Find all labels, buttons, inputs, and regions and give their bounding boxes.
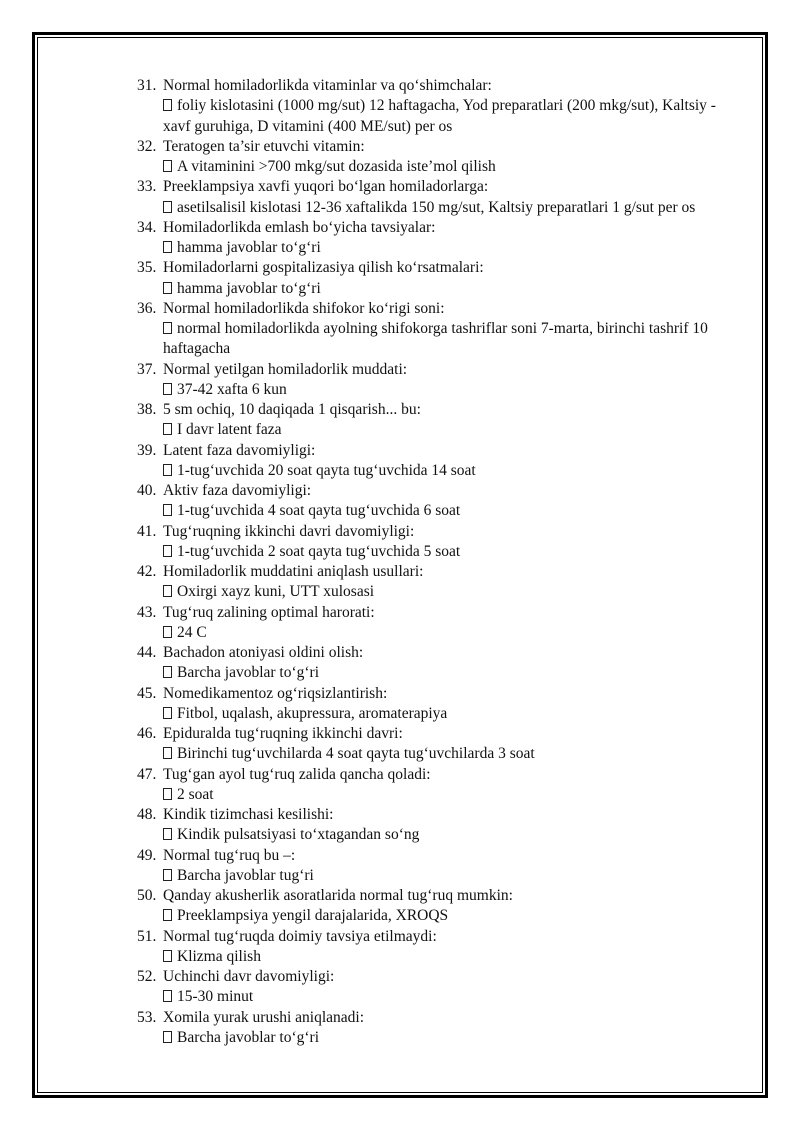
checkbox-icon — [163, 990, 172, 1002]
question-item — [137, 360, 745, 401]
question-number: 52. — [137, 968, 157, 985]
checkbox-icon — [163, 282, 172, 294]
answer-text: Birinchi tug‘uvchilarda 4 soat qayta tug‘uvchilarda 3 soat — [177, 745, 535, 763]
answer-text: Fitbol, uqalash, akupressura, aromaterapiya — [177, 704, 448, 722]
answer-line — [137, 987, 745, 1007]
answer-text: A vitaminini >700 mkg/sut dozasida iste’mol qilish — [177, 158, 496, 175]
answer-text: 37-42 xafta 6 kun — [177, 380, 287, 398]
checkbox-icon — [163, 626, 172, 638]
question-number: 45. — [137, 684, 157, 702]
question-item — [137, 177, 745, 218]
checkbox-icon — [163, 585, 172, 597]
question-number: 43. — [137, 603, 157, 621]
question-line — [137, 684, 745, 704]
checkbox-icon — [163, 160, 172, 172]
answer-text: Preeklampsiya yengil darajalarida, XROQS — [177, 907, 449, 925]
question-number: 50. — [137, 887, 157, 904]
question-number: 49. — [137, 846, 157, 864]
question-number: 42. — [137, 563, 157, 580]
question-number: 35. — [137, 259, 157, 277]
answer-line — [137, 542, 745, 562]
question-text: Homiladorlarni gospitalizasiya qilish ko‘rsatmalari: — [163, 259, 484, 277]
question-number: 53. — [137, 1008, 157, 1026]
answer-line — [137, 623, 745, 643]
answer-line — [137, 238, 745, 258]
question-line — [137, 805, 745, 825]
question-text: Normal yetilgan homiladorlik muddati: — [163, 360, 408, 378]
answer-text: foliy kislotasini (1000 mg/sut) 12 haftagacha, Yod preparatlari (200 mkg/sut), Kaltsiy - xavf guruhiga, D vitamini (400 ME/sut) per os — [163, 97, 716, 135]
question-item — [137, 603, 745, 644]
question-number: 46. — [137, 725, 157, 742]
answer-line — [137, 461, 745, 481]
answer-text: Barcha javoblar to‘g‘ri — [177, 664, 320, 682]
question-text: Kindik tizimchasi kesilishi: — [163, 806, 334, 823]
question-item — [137, 643, 745, 684]
question-text: Tug‘ruqning ikkinchi davri davomiyligi: — [163, 522, 415, 540]
question-item — [137, 441, 745, 482]
answer-line — [137, 420, 745, 440]
answer-line — [137, 947, 745, 967]
answer-line — [137, 501, 745, 521]
answer-line — [137, 96, 745, 137]
answer-text: I davr latent faza — [177, 421, 282, 439]
question-line — [137, 360, 745, 380]
answer-line — [137, 1028, 745, 1048]
answer-text: 24 C — [177, 623, 207, 641]
checkbox-icon — [163, 950, 172, 962]
answer-text: Barcha javoblar tug‘ri — [177, 866, 314, 884]
answer-text: hamma javoblar to‘g‘ri — [177, 279, 321, 297]
question-text: Aktiv faza davomiyligi: — [163, 482, 312, 499]
question-item — [137, 846, 745, 887]
question-item — [137, 218, 745, 259]
answer-text: Klizma qilish — [177, 947, 261, 965]
question-line — [137, 724, 745, 744]
question-number: 34. — [137, 218, 157, 236]
checkbox-icon — [163, 1031, 172, 1043]
question-number: 37. — [137, 360, 157, 378]
answer-line — [137, 198, 745, 218]
question-text: Nomedikamentoz og‘riqsizlantirish: — [163, 684, 388, 702]
question-text: Epiduralda tug‘ruqning ikkinchi davri: — [163, 725, 403, 742]
checkbox-icon — [163, 666, 172, 678]
question-line — [137, 299, 745, 319]
question-text: Bachadon atoniyasi oldini olish: — [163, 644, 364, 661]
question-line — [137, 643, 745, 663]
question-line — [137, 765, 745, 785]
checkbox-icon — [163, 909, 172, 921]
question-item — [137, 886, 745, 927]
checkbox-icon — [163, 423, 172, 435]
checkbox-icon — [163, 504, 172, 516]
question-text: Qanday akusherlik asoratlarida normal tug‘ruq mumkin: — [163, 887, 513, 904]
checkbox-icon — [163, 464, 172, 476]
question-number: 38. — [137, 401, 157, 418]
checkbox-icon — [163, 747, 172, 759]
question-number: 39. — [137, 441, 157, 459]
answer-text: 1-tug‘uvchida 20 soat qayta tug‘uvchida 14 soat — [177, 461, 476, 479]
question-item — [137, 684, 745, 725]
answer-text: 1-tug‘uvchida 4 soat qayta tug‘uvchida 6 soat — [177, 502, 461, 520]
question-line — [137, 846, 745, 866]
checkbox-icon — [163, 383, 172, 395]
question-item — [137, 299, 745, 360]
question-item — [137, 481, 745, 522]
answer-text: Kindik pulsatsiyasi to‘xtagandan so‘ng — [177, 826, 420, 844]
question-item — [137, 522, 745, 563]
checkbox-icon — [163, 788, 172, 800]
question-line — [137, 400, 745, 420]
answer-text: Barcha javoblar to‘g‘ri — [177, 1028, 320, 1046]
question-text: Xomila yurak urushi aniqlanadi: — [163, 1008, 365, 1026]
question-number: 47. — [137, 765, 157, 783]
question-text: Latent faza davomiyligi: — [163, 441, 316, 459]
answer-text: Oxirgi xayz kuni, UTT xulosasi — [177, 583, 375, 601]
answer-line — [137, 744, 745, 764]
question-number: 33. — [137, 178, 157, 196]
answer-line — [137, 866, 745, 886]
question-line — [137, 927, 745, 947]
question-text: Normal tug‘ruq bu –: — [163, 846, 296, 864]
answer-line — [137, 906, 745, 926]
answer-line — [137, 704, 745, 724]
checkbox-icon — [163, 99, 172, 111]
answer-text: asetilsalisil kislotasi 12-36 xaftalikda 150 mg/sut, Kaltsiy preparatlari 1 g/sut per os — [177, 198, 696, 216]
question-text: Normal homiladorlikda shifokor ko‘rigi soni: — [163, 299, 445, 317]
question-item — [137, 137, 745, 178]
question-item — [137, 724, 745, 765]
answer-text: 1-tug‘uvchida 2 soat qayta tug‘uvchida 5 soat — [177, 542, 461, 560]
answer-line — [137, 582, 745, 602]
question-line — [137, 1008, 745, 1028]
checkbox-icon — [163, 201, 172, 213]
question-item — [137, 805, 745, 846]
answer-line — [137, 279, 745, 299]
checkbox-icon — [163, 322, 172, 334]
answer-text: hamma javoblar to‘g‘ri — [177, 239, 321, 256]
checkbox-icon — [163, 241, 172, 253]
question-item — [137, 967, 745, 1008]
question-line — [137, 562, 745, 582]
question-number: 41. — [137, 522, 157, 540]
checkbox-icon — [163, 707, 172, 719]
question-line — [137, 218, 745, 238]
question-item — [137, 562, 745, 603]
checkbox-icon — [163, 828, 172, 840]
question-text: 5 sm ochiq, 10 daqiqada 1 qisqarish... bu: — [163, 401, 421, 418]
question-text: Homiladorlikda emlash bo‘yicha tavsiyalar: — [163, 218, 436, 236]
answer-text: 15-30 minut — [177, 988, 254, 1006]
question-line — [137, 441, 745, 461]
question-item — [137, 1008, 745, 1049]
question-text: Tug‘ruq zalining optimal harorati: — [163, 603, 375, 621]
question-line — [137, 137, 745, 157]
question-line — [137, 76, 745, 96]
question-text: Teratogen ta’sir etuvchi vitamin: — [163, 137, 365, 155]
question-number: 51. — [137, 927, 157, 945]
answer-line — [137, 825, 745, 845]
question-item — [137, 927, 745, 968]
question-list — [137, 76, 745, 1048]
question-number: 36. — [137, 299, 157, 317]
question-line — [137, 967, 745, 987]
question-number: 48. — [137, 806, 157, 823]
question-number: 44. — [137, 644, 157, 661]
question-item — [137, 400, 745, 441]
answer-line — [137, 663, 745, 683]
question-line — [137, 258, 745, 278]
question-text: Homiladorlik muddatini aniqlash usullari: — [163, 563, 424, 580]
question-line — [137, 886, 745, 906]
question-line — [137, 481, 745, 501]
answer-line — [137, 785, 745, 805]
answer-line — [137, 157, 745, 177]
checkbox-icon — [163, 869, 172, 881]
question-line — [137, 603, 745, 623]
answer-text: 2 soat — [177, 785, 214, 803]
question-line — [137, 522, 745, 542]
answer-line — [137, 380, 745, 400]
answer-text: normal homiladorlikda ayolning shifokorga tashriflar soni 7-marta, birinchi tashrif 10 haftagacha — [163, 320, 708, 358]
question-item — [137, 765, 745, 806]
question-number: 32. — [137, 137, 157, 155]
question-line — [137, 177, 745, 197]
question-text: Tug‘gan ayol tug‘ruq zalida qancha qoladi: — [163, 765, 431, 783]
question-text: Preeklampsiya xavfi yuqori bo‘lgan homiladorlarga: — [163, 178, 489, 196]
question-number: 31. — [137, 77, 157, 94]
question-text: Normal homiladorlikda vitaminlar va qo‘shimchalar: — [163, 77, 492, 94]
question-number: 40. — [137, 482, 157, 499]
checkbox-icon — [163, 545, 172, 557]
question-item — [137, 76, 745, 137]
answer-line — [137, 319, 745, 360]
question-item — [137, 258, 745, 299]
question-text: Normal tug‘ruqda doimiy tavsiya etilmaydi: — [163, 927, 437, 945]
question-text: Uchinchi davr davomiyligi: — [163, 968, 335, 985]
